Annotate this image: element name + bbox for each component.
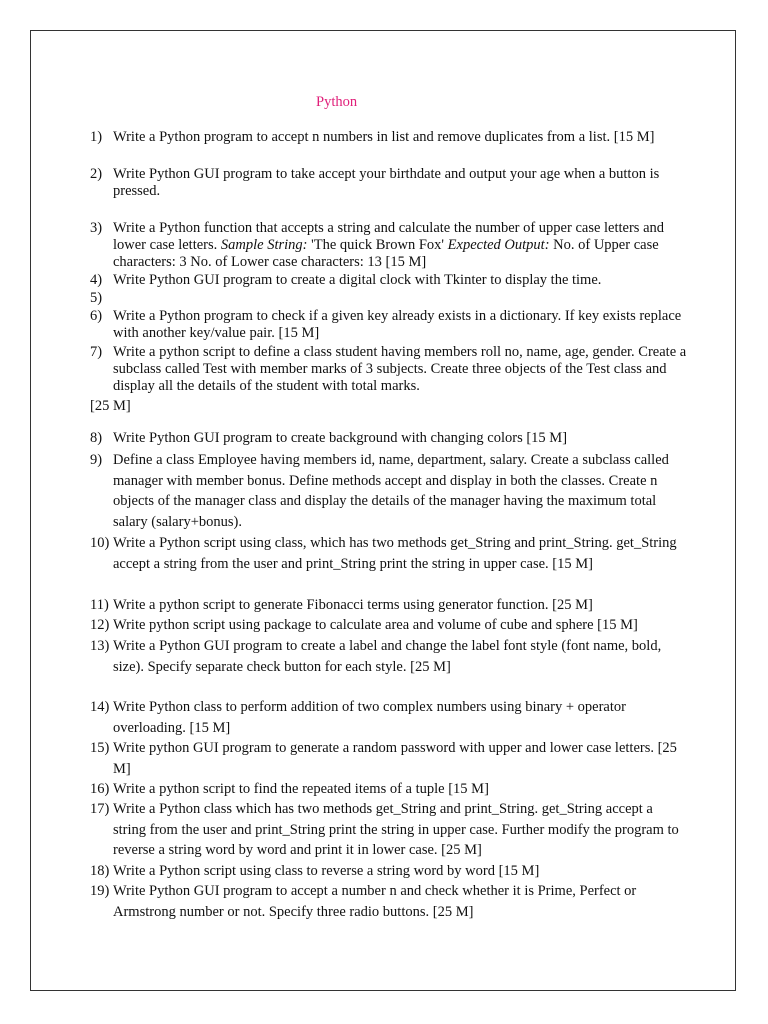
- question-number: 12): [90, 617, 110, 633]
- question-number: 13): [90, 638, 110, 654]
- question-text: Write a Python script using class, which has two methods get_String and print_String. get_String accept a string from the user and print_String print the string in upper case. [15 M]: [113, 535, 677, 572]
- question-text: Write Python class to perform addition of two complex numbers using binary + operator overloading. [15 M]: [113, 699, 626, 736]
- question-text: Write a Python script using class to reverse a string word by word [15 M]: [113, 863, 540, 879]
- question-text: Write a python script to find the repeated items of a tuple [15 M]: [113, 781, 489, 797]
- question-number: 10): [90, 535, 110, 551]
- question-number: 7): [90, 344, 103, 360]
- question-number: 2): [90, 166, 103, 182]
- question-item: [90, 220, 690, 271]
- question-text: Write Python GUI program to take accept your birthdate and output your age when a button is pressed.: [113, 166, 660, 199]
- question-item: [90, 450, 690, 532]
- question-number: 11): [90, 597, 109, 613]
- question-number: 4): [90, 272, 103, 288]
- question-item: [90, 738, 690, 779]
- question-number: 19): [90, 883, 110, 899]
- question-item: [90, 129, 690, 146]
- question-number: 9): [90, 452, 103, 468]
- question-item: [90, 344, 690, 395]
- question-text: Write a Python GUI program to create a label and change the label font style (font name, bold, size). Specify separate check button for each style. [25 M]: [113, 638, 662, 675]
- question-item: [90, 166, 690, 200]
- question-number: 15): [90, 740, 110, 756]
- question-text: Define a class Employee having members id, name, department, salary. Create a subclass called manager with member bonus. Define methods accept and display in both the classes. Create n objects of the manager class and display the details of the manager having the maximum total salary (salary+bonus).: [113, 452, 669, 530]
- question-text: Write a Python class which has two methods get_String and print_String. get_String accept a string from the user and print_String print the string in upper case. Further modify the program to reverse a string word by word and print it in lower case. [25 M]: [113, 801, 679, 858]
- question-text: Write python GUI program to generate a random password with upper and lower case letters. [25 M]: [113, 740, 677, 777]
- question-item: [90, 272, 690, 289]
- document-title: Python: [316, 94, 358, 110]
- question-item: [90, 636, 690, 677]
- question-item: [90, 533, 690, 574]
- question-text: [113, 220, 688, 271]
- expected-output-value: No. of Upper case characters: 3 No. of Lower case characters: 13 [15 M]: [113, 237, 659, 270]
- question-text: Write Python GUI program to create a digital clock with Tkinter to display the time.: [113, 272, 602, 288]
- question-item: [90, 799, 690, 861]
- question-number: 5): [90, 290, 103, 306]
- question-text: Write a python script to define a class student having members roll no, name, age, gender. Create a subclass called Test with member marks of 3 subjects. Create three objects of the Test class and display all the details of the student with total marks.: [113, 344, 687, 394]
- question-number: 3): [90, 220, 103, 236]
- sample-string-value: 'The quick Brown Fox': [311, 237, 445, 253]
- question-text-part: Write a Python function that accepts a string and calculate the number of upper case letters and lower case letters.: [113, 220, 665, 253]
- sample-string-label: Sample String:: [220, 237, 308, 253]
- question-number: 6): [90, 308, 103, 324]
- question-number: 17): [90, 801, 110, 817]
- question-text: Write a Python program to check if a given key already exists in a dictionary. If key exists replace with another key/value pair. [15 M]: [113, 308, 682, 341]
- question-number: 16): [90, 781, 110, 797]
- question-item: [90, 861, 690, 882]
- question-text: Write Python GUI program to accept a number n and check whether it is Prime, Perfect or Armstrong number or not. Specify three radio buttons. [25 M]: [113, 883, 637, 920]
- question-number: 14): [90, 699, 110, 715]
- question-item: [90, 615, 690, 636]
- question-text: Write python script using package to calculate area and volume of cube and sphere [15 M]: [113, 617, 638, 633]
- question-number: 8): [90, 430, 103, 446]
- question-number: 1): [90, 129, 103, 145]
- question-item: [90, 881, 690, 922]
- question-number: 18): [90, 863, 110, 879]
- question-item: [90, 697, 690, 738]
- question-item: [90, 430, 690, 447]
- expected-output-label: Expected Output:: [447, 237, 550, 253]
- question-text: Write a python script to generate Fibonacci terms using generator function. [25 M]: [113, 597, 593, 613]
- question-item: [90, 595, 690, 616]
- question-item: [90, 308, 690, 342]
- question-text: Write a Python program to accept n numbers in list and remove duplicates from a list. [15 M]: [113, 129, 655, 145]
- question-text: Write Python GUI program to create background with changing colors [15 M]: [113, 430, 568, 446]
- marks-label: [25 M]: [90, 398, 131, 414]
- question-item: [90, 779, 690, 800]
